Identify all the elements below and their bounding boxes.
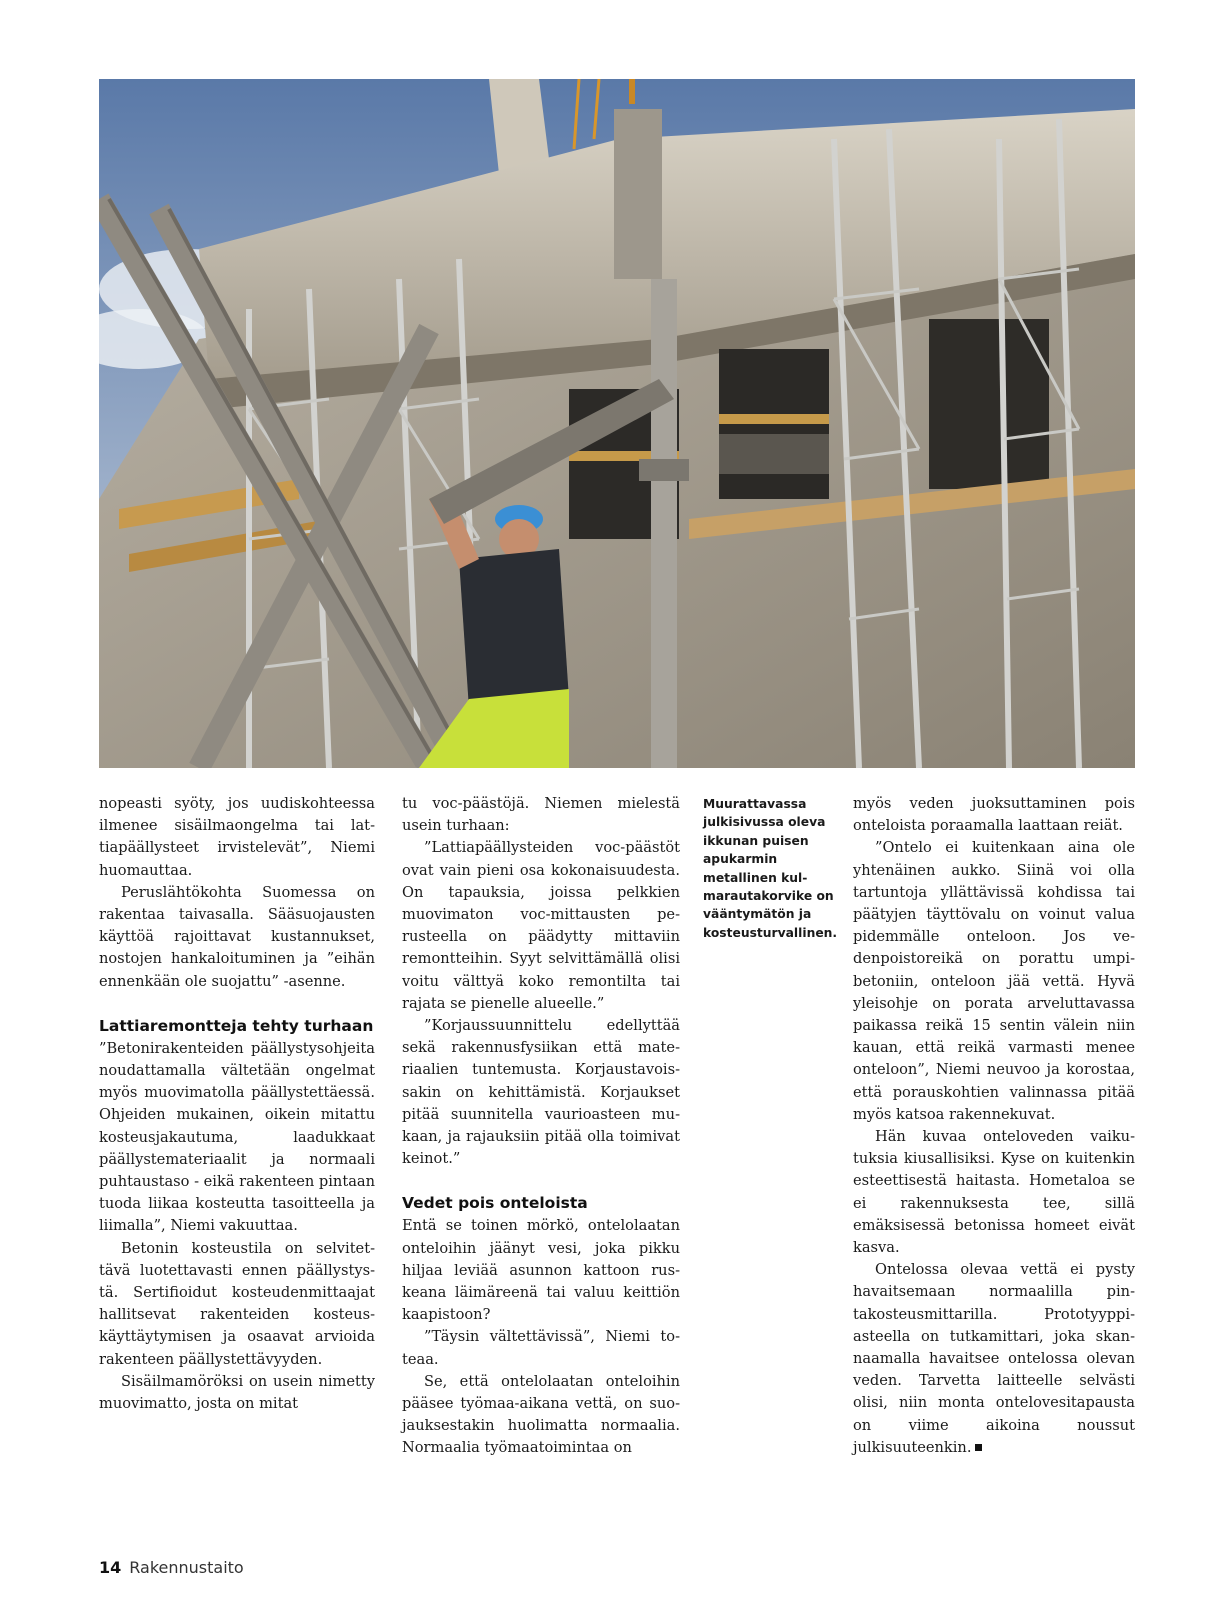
construction-photo <box>99 79 1135 768</box>
paragraph: ”Ontelo ei kuitenkaan aina ole yhtenäinen aukko. Siinä voi olla tartuntoja yllättävissä kohdissa tai päätyjen täyttövalu on voinut valua pidemmälle onteloon. Jos vedenpoistoreikä on porattu umpibetoniin, onteloon jää vettä. Hyvä yleisohje on porata arveluttavassa paikassa reikä 15 sentin välein niin kauan, että reikä varmasti menee onteloon”, Niemi neuvoo ja korostaa, että porauskohtien valinnassa pitää myös katsoa rakennekuvat. <box>853 839 1135 1123</box>
paragraph: ”Betonirakenteiden päällystysohjeita noudattamalla vältetään ongelmat myös muovimatolla päällystettäessä. Ohjeiden mukainen, oikein mitattu kosteusjakautuma, laadukkaat päällystemateriaalit ja normaali puhtaustaso - eikä rakenteen pintaan tuoda liikaa kosteutta tasoitteella ja liimalla”, Niemi vakuuttaa. <box>99 1039 375 1235</box>
paragraph: myös veden juoksuttaminen pois onteloista poraamalla laattaan reiät. <box>853 795 1135 835</box>
paragraph: Entä se toinen mörkö, ontelolaatan onteloihin jäänyt vesi, joka pikku hiljaa leviää asunnon kattoon ruskeana läimäreenä tai valuu keittiön kaapistoon? <box>402 1217 680 1324</box>
paragraph: Se, että ontelolaatan onteloihin pääsee työmaa-aikana vettä, on suojauksestakin huolimatta normaalia. Normaalia työmaatoimintaa on <box>402 1372 680 1457</box>
paragraph: ”Täysin vältettävissä”, Niemi toteaa. <box>402 1328 680 1368</box>
photo-caption <box>703 795 843 942</box>
caption-text: Muurattavassa julkisivussa oleva ikkunan puisen apukarmin metallinen kulmarautakorvike on vääntymätön ja kosteusturvallinen. <box>703 797 838 940</box>
subheading-lattiaremontteja: Lattiaremontteja tehty turhaan <box>99 1016 374 1035</box>
paragraph: nopeasti syöty, jos uudiskohteessa ilmenee sisäilmaongelma tai lattiapäällysteet irvistelevät”, Niemi huomauttaa. <box>99 795 375 879</box>
paragraph: tu voc-päästöjä. Niemen mielestä usein turhaan: <box>402 795 680 835</box>
page-footer <box>99 1558 244 1577</box>
subheading-vedet-pois: Vedet pois onteloista <box>402 1194 588 1213</box>
page-number: 14 <box>99 1558 122 1577</box>
paragraph: Hän kuvaa onteloveden vaikutuksia kiusallisiksi. Kyse on kuitenkin esteettisestä haitasta. Hometaloa se ei rakennuksesta tee, sillä emäksisessä betonissa homeet eivät kasva. <box>853 1128 1135 1257</box>
end-mark-icon <box>975 1444 982 1451</box>
paragraph <box>853 1259 1135 1459</box>
column-2 <box>402 793 680 1460</box>
publication-name: Rakennustaito <box>129 1558 244 1577</box>
paragraph-text: Ontelossa olevaa vettä ei pysty havaitsemaan normaalilla pintakosteusmittarilla. Prototyyppiasteella on tutkamittari, joka skannaamalla havaitsee ontelossa olevan veden. Tarvetta laitteelle selvästi olisi, niin monta ontelovesitapausta on viime aikoina noussut julkisuuteenkin. <box>853 1261 1135 1456</box>
paragraph: Betonin kosteustila on selvitettävä luotettavasti ennen päällystystä. Sertifioidut kosteudenmittaajat hallitsevat rakenteiden kosteuskäyttäytymisen ja osaavat arvioida rakenteen päällystettävyyden. <box>99 1239 375 1368</box>
paragraph: Sisäilmamöröksi on usein nimetty muovimatto, josta on mitat <box>99 1372 375 1413</box>
column-1 <box>99 793 375 1415</box>
column-4 <box>853 793 1135 1459</box>
paragraph: Peruslähtökohta Suomessa on rakentaa taivasalla. Sääsuojausten käyttöä rajoittavat kustannukset, nostojen hankaloituminen ja ”eihän ennenkään ole suojattu” -asenne. <box>99 883 375 990</box>
construction-scaffolding-icon <box>99 79 1135 768</box>
paragraph: ”Korjaussuunnittelu edellyttää sekä rakennusfysiikan että materiaalien tuntemusta. Korjaustavoissakin on kehittämistä. Korjaukset pitää suunnitella vaurioasteen mukaan, ja rajauksiin pitää olla toimivat keinot.” <box>402 1017 680 1168</box>
paragraph: ”Lattiapäällysteiden voc-päästöt ovat vain pieni osa kokonaisuudesta. On tapauksia, joissa pelkkien muovimaton voc-mittausten perusteella on päädytty mittaviin remontteihin. Syyt selvittämällä olisi voitu välttyä koko remontilta tai rajata se pienelle alueelle.” <box>402 839 680 1012</box>
